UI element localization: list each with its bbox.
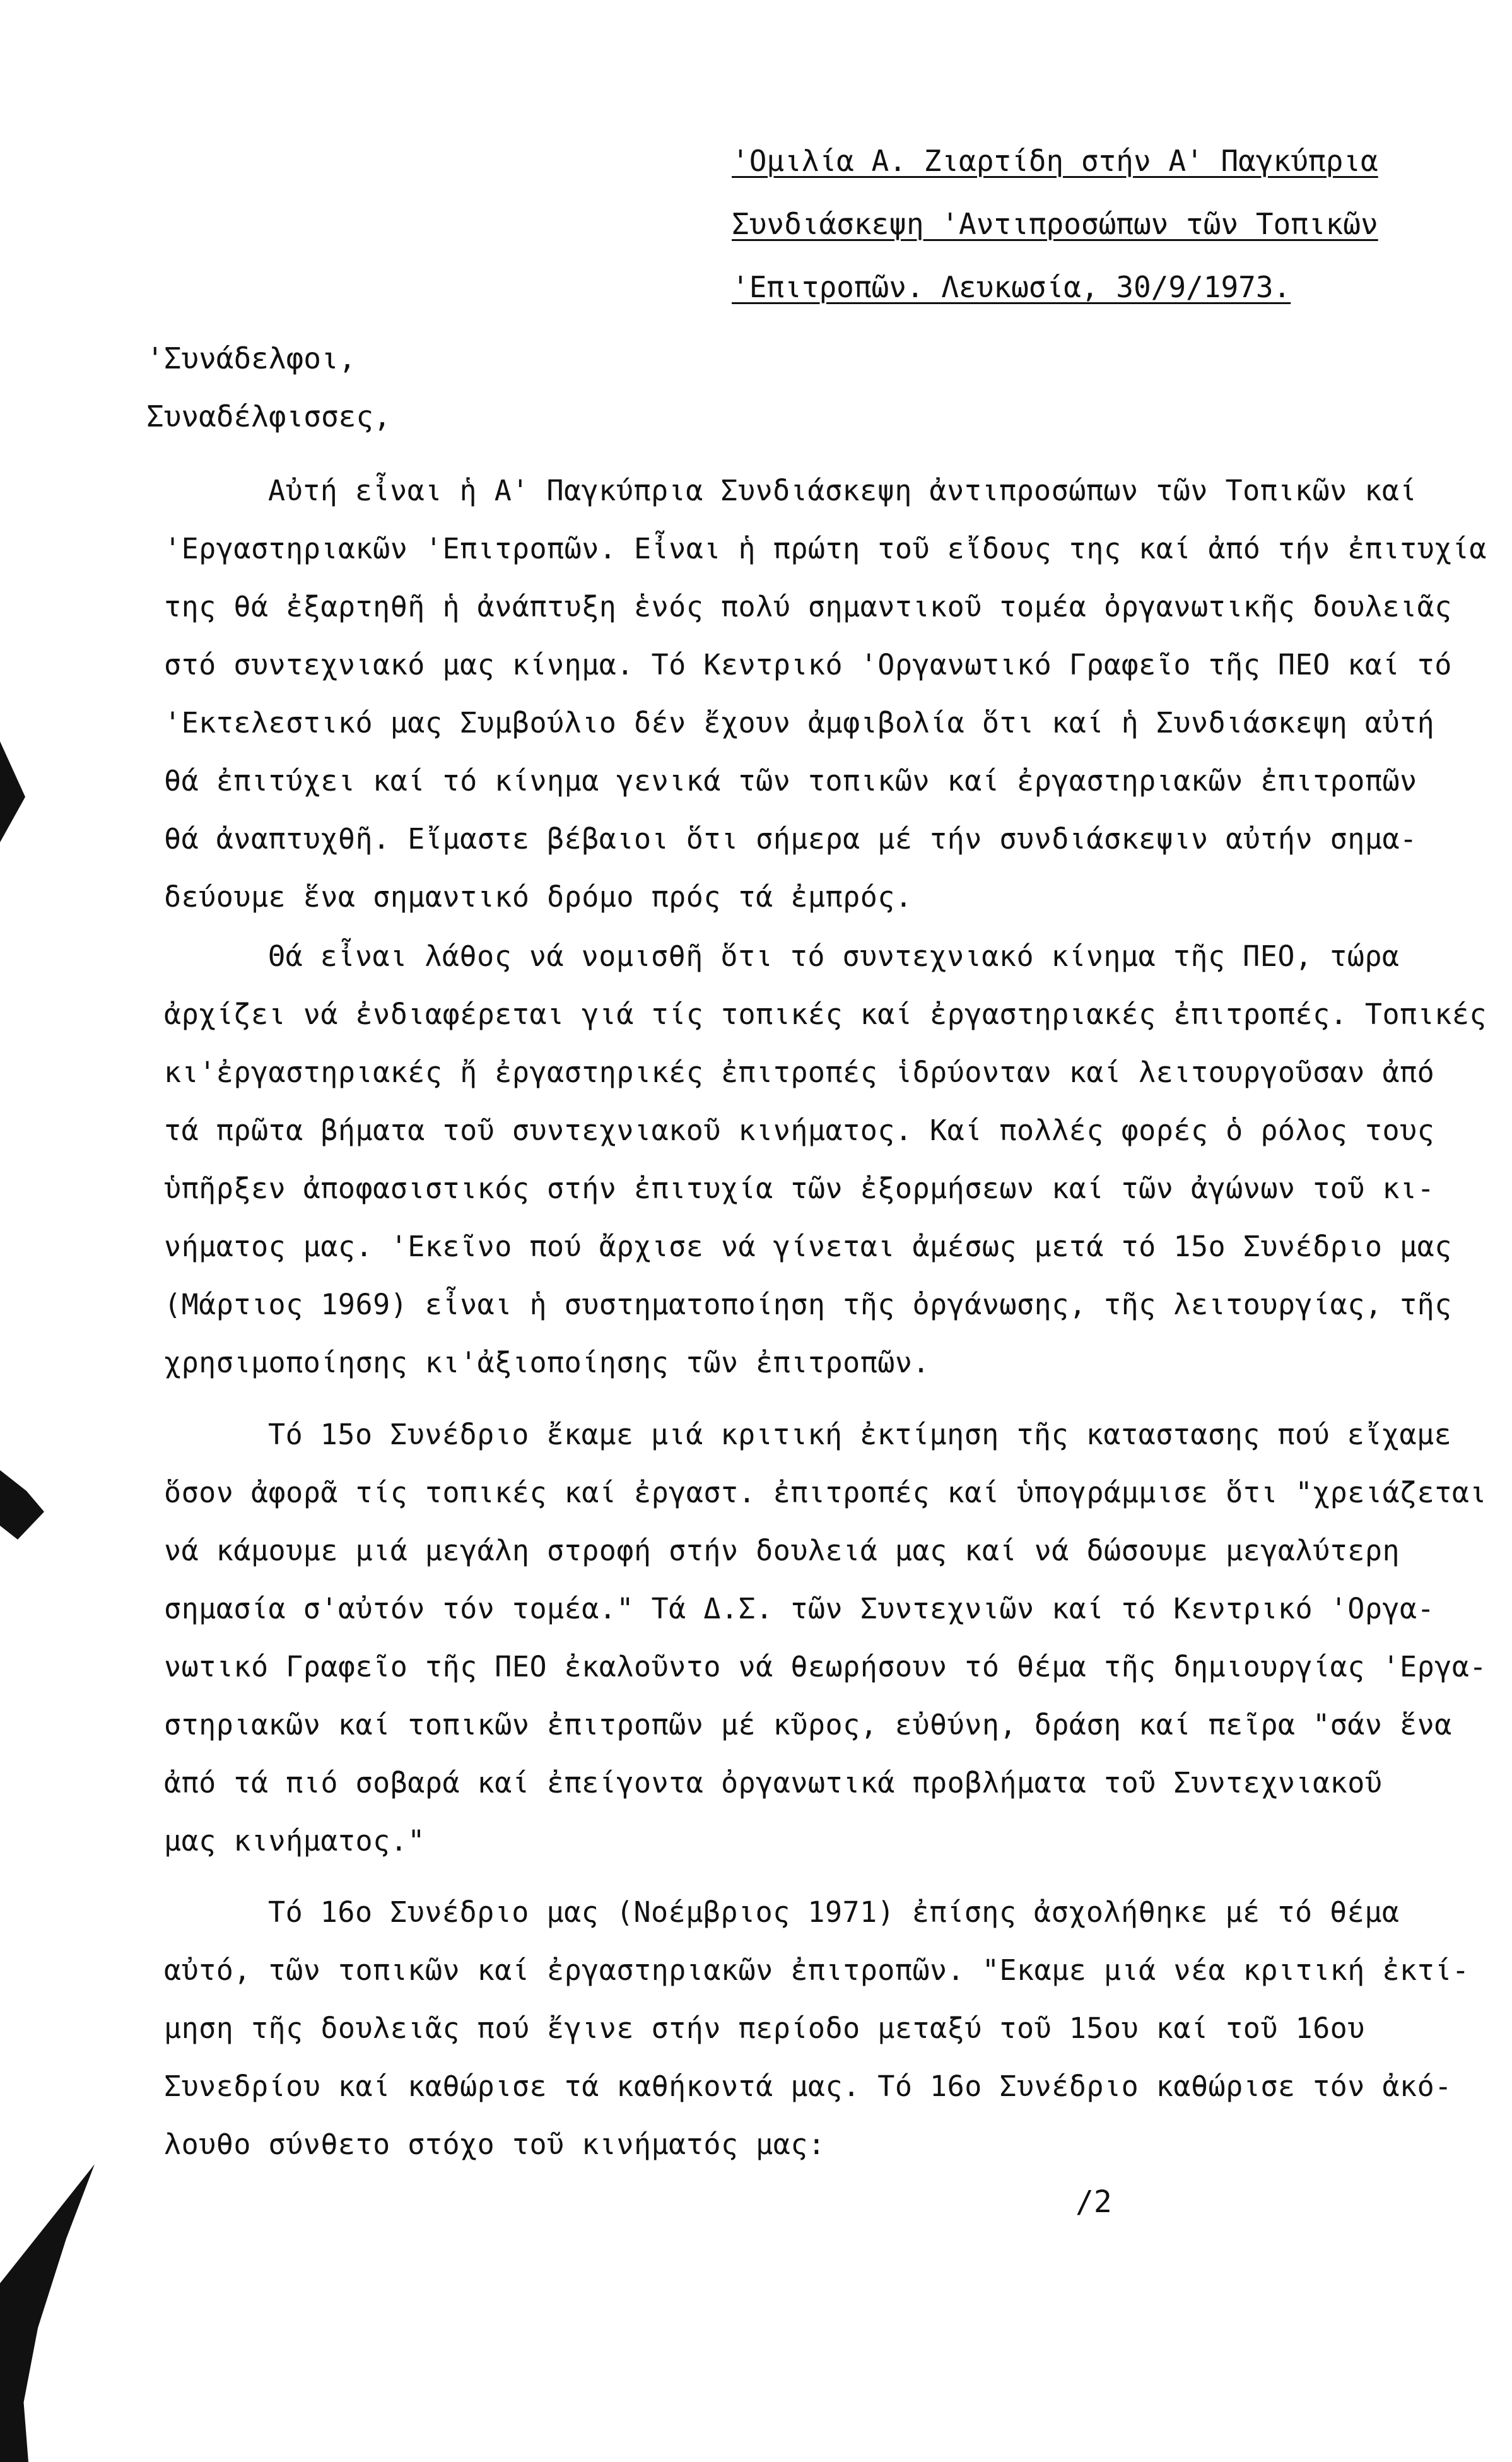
scan-mark-left-top <box>0 741 25 842</box>
paragraph-line: χρησιμοποίησης κι'ἀξιοποίησης τῶν ἐπιτροπῶν. <box>164 1346 930 1379</box>
paragraph-line: Τό 15ο Συνέδριο ἔκαμε μιά κριτική ἐκτίμηση τῆς καταστασης πού εἴχαμε <box>268 1418 1452 1451</box>
header-line-1: 'Ομιλία Α. Ζιαρτίδη στήν Α' Παγκύπρια <box>732 144 1378 178</box>
paragraph-line: ὑπῆρξεν ἀποφασιστικός στήν ἐπιτυχία τῶν ἐξορμήσεων καί τῶν ἀγώνων τοῦ κι- <box>164 1172 1435 1205</box>
paragraph-line: Τό 16ο Συνέδριο μας (Νοέμβριος 1971) ἐπίσης ἀσχολήθηκε μέ τό θέμα <box>268 1895 1400 1929</box>
paragraph-line: Αὐτή εἶναι ἡ Α' Παγκύπρια Συνδιάσκεψη ἀντιπροσώπων τῶν Τοπικῶν καί <box>268 474 1417 507</box>
paragraph-line: κι'ἐργαστηριακές ἤ ἐργαστηρικές ἐπιτροπές ἱδρύονταν καί λειτουργοῦσαν ἀπό <box>164 1056 1435 1089</box>
paragraph-line: θά ἀναπτυχθῆ. Εἴμαστε βέβαιοι ὅτι σήμερα μέ τήν συνδιάσκεψιν αὐτήν σημα- <box>164 822 1417 856</box>
paragraph-line: νά κάμουμε μιά μεγάλη στροφή στήν δουλειά μας καί νά δώσουμε μεγαλύτερη <box>164 1534 1400 1567</box>
scan-mark-left-middle <box>0 1470 44 1540</box>
paragraph-line: αὐτό, τῶν τοπικῶν καί ἐργαστηριακῶν ἐπιτροπῶν. "Εκαμε μιά νέα κριτική ἐκτί- <box>164 1953 1470 1987</box>
paragraph-line: ἀρχίζει νά ἐνδιαφέρεται γιά τίς τοπικές καί ἐργαστηριακές ἐπιτροπές. Τοπικές <box>164 998 1487 1031</box>
paragraph-line: ὅσον ἀφορᾶ τίς τοπικές καί ἐργαστ. ἐπιτροπές καί ὑπογράμμισε ὅτι "χρειάζεται <box>164 1476 1487 1509</box>
paragraph-line: Συνεδρίου καί καθώρισε τά καθήκοντά μας. Τό 16ο Συνέδριο καθώρισε τόν ἀκό- <box>164 2070 1452 2103</box>
paragraph-line: 'Εργαστηριακῶν 'Επιτροπῶν. Εἶναι ἡ πρώτη τοῦ εἴδους της καί ἀπό τήν ἐπιτυχία <box>164 532 1487 565</box>
paragraph-line: θά ἐπιτύχει καί τό κίνημα γενικά τῶν τοπικῶν καί ἐργαστηριακῶν ἐπιτροπῶν <box>164 764 1417 798</box>
paragraph-line: 'Εκτελεστικό μας Συμβούλιο δέν ἔχουν ἀμφιβολία ὅτι καί ἡ Συνδιάσκεψη αὐτή <box>164 706 1435 739</box>
salutation-line-2: Συναδέλφισσες, <box>146 399 391 433</box>
paragraph-line: της θά ἐξαρτηθῆ ἡ ἀνάπτυξη ἑνός πολύ σημαντικοῦ τομέα ὀργανωτικῆς δουλειᾶς <box>164 590 1452 623</box>
header-line-2: Συνδιάσκεψη 'Αντιπροσώπων τῶν Τοπικῶν <box>732 207 1378 241</box>
paragraph-3 <box>164 1406 1487 1870</box>
paragraph-line: μας κινήματος." <box>164 1824 425 1858</box>
paragraph-4 <box>164 1883 1470 2174</box>
paragraph-line: (Μάρτιος 1969) εἶναι ἡ συστηματοποίηση τῆς ὀργάνωσης, τῆς λειτουργίας, τῆς <box>164 1288 1452 1321</box>
paragraph-line: τά πρῶτα βήματα τοῦ συντεχνιακοῦ κινήματος. Καί πολλές φορές ὁ ρόλος τους <box>164 1114 1435 1147</box>
paragraph-line: μηση τῆς δουλειᾶς πού ἔγινε στήν περίοδο μεταξύ τοῦ 15ου καί τοῦ 16ου <box>164 2011 1365 2045</box>
paragraph-line: δεύουμε ἕνα σημαντικό δρόμο πρός τά ἐμπρός. <box>164 880 913 914</box>
paragraph-line: στό συντεχνιακό μας κίνημα. Τό Κεντρικό 'Οργανωτικό Γραφεῖο τῆς ΠΕΟ καί τό <box>164 648 1452 681</box>
paragraph-2 <box>164 928 1487 1392</box>
paragraph-line: Θά εἶναι λάθος νά νομισθῆ ὅτι τό συντεχνιακό κίνημα τῆς ΠΕΟ, τώρα <box>268 939 1400 973</box>
paragraph-line: νήματος μας. 'Εκεῖνο πού ἄρχισε νά γίνεται ἀμέσως μετά τό 15ο Συνέδριο μας <box>164 1230 1452 1263</box>
scan-mark-left-bottom <box>0 2164 95 2462</box>
header-line-3: 'Επιτροπῶν. Λευκωσία, 30/9/1973. <box>732 270 1291 304</box>
paragraph-line: στηριακῶν καί τοπικῶν ἐπιτροπῶν μέ κῦρος, εὐθύνη, δράση καί πεῖρα "σάν ἕνα <box>164 1708 1452 1741</box>
document-header <box>732 129 1413 319</box>
paragraph-line: λουθο σύνθετο στόχο τοῦ κινήματός μας: <box>164 2128 826 2161</box>
page-number: /2 <box>1075 2184 1112 2220</box>
paragraph-line: ἀπό τά πιό σοβαρά καί ἐπείγοντα ὀργανωτικά προβλήματα τοῦ Συντεχνιακοῦ <box>164 1766 1383 1799</box>
salutation-line-1: 'Συνάδελφοι, <box>146 341 356 375</box>
paragraph-1 <box>164 462 1487 926</box>
paragraph-line: νωτικό Γραφεῖο τῆς ΠΕΟ ἐκαλοῦντο νά θεωρήσουν τό θέμα τῆς δημιουργίας 'Εργα- <box>164 1650 1487 1683</box>
paragraph-line: σημασία σ'αὐτόν τόν τομέα." Τά Δ.Σ. τῶν Συντεχνιῶν καί τό Κεντρικό 'Οργα- <box>164 1592 1435 1625</box>
